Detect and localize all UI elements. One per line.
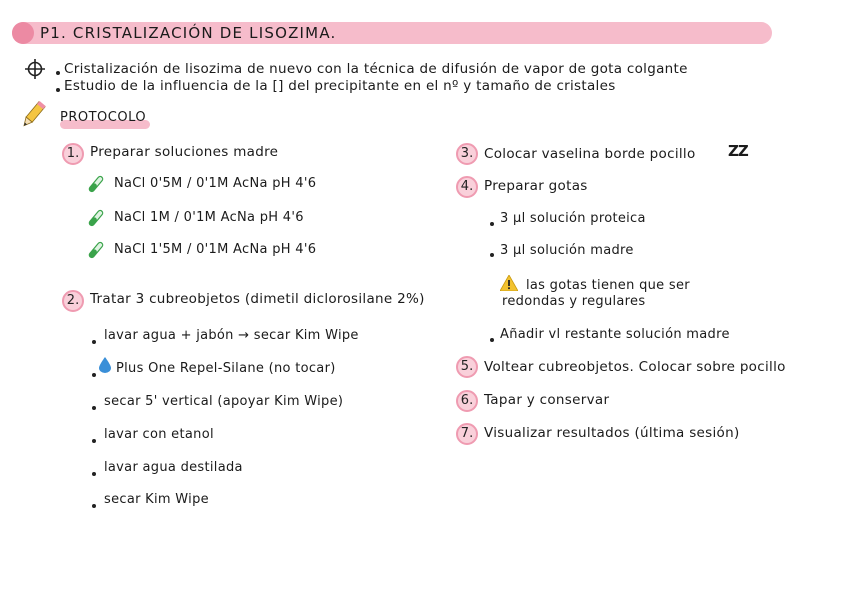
title-dot <box>12 22 34 44</box>
test-tube-icon <box>86 240 106 260</box>
solution-item-2: NaCl 1M / 0'1M AcNa pH 4'6 <box>114 210 304 225</box>
protocol-heading: PROTOCOLO <box>60 110 147 125</box>
item-bullet <box>490 253 494 257</box>
item-bullet <box>92 504 96 508</box>
drop-item-1: 3 µl solución proteica <box>500 211 646 226</box>
step-4-text: Preparar gotas <box>484 178 588 194</box>
step-5-text: Voltear cubreobjetos. Colocar sobre pocillo <box>484 359 786 375</box>
step-number: 7. <box>456 423 478 445</box>
drop-item-3: Añadir vl restante solución madre <box>500 327 730 342</box>
step-number: 1. <box>62 143 84 165</box>
treat-item-4: lavar con etanol <box>104 427 214 442</box>
step-6-text: Tapar y conservar <box>484 392 610 408</box>
objective-2: Estudio de la influencia de la [] del precipitante en el nº y tamaño de cristales <box>64 78 616 94</box>
warning-line-2: redondas y regulares <box>502 294 646 309</box>
step-1-text: Preparar soluciones madre <box>90 144 279 160</box>
step-number: 4. <box>456 176 478 198</box>
item-bullet <box>490 338 494 342</box>
step-3-text: Colocar vaselina borde pocillo <box>484 146 696 162</box>
step-7-text: Visualizar resultados (última sesión) <box>484 425 740 441</box>
water-drop-icon <box>99 357 111 373</box>
test-tube-icon <box>86 208 106 228</box>
treat-item-1: lavar agua + jabón → secar Kim Wipe <box>104 328 359 343</box>
treat-item-2: Plus One Repel-Silane (no tocar) <box>116 361 336 376</box>
solution-item-1: NaCl 0'5M / 0'1M AcNa pH 4'6 <box>114 176 317 191</box>
step-number: 5. <box>456 356 478 378</box>
objective-bullet <box>56 71 60 75</box>
page-title: P1. CRISTALIZACIÓN DE LISOZIMA. <box>40 24 337 42</box>
step-2-text: Tratar 3 cubreobjetos (dimetil diclorosilane 2%) <box>90 291 425 307</box>
objective-bullet <box>56 88 60 92</box>
warning-icon <box>500 275 518 291</box>
step-number: 3. <box>456 143 478 165</box>
treat-item-6: secar Kim Wipe <box>104 492 209 507</box>
item-bullet <box>92 373 96 377</box>
drop-item-2: 3 µl solución madre <box>500 243 634 258</box>
warning-line-1: las gotas tienen que ser <box>526 278 690 293</box>
item-bullet <box>92 340 96 344</box>
item-bullet <box>92 406 96 410</box>
treat-item-3: secar 5' vertical (apoyar Kim Wipe) <box>104 394 344 409</box>
item-bullet <box>92 439 96 443</box>
step-3-mark: ZZ <box>728 142 748 160</box>
test-tube-icon <box>86 174 106 194</box>
item-bullet <box>490 222 494 226</box>
item-bullet <box>92 472 96 476</box>
step-number: 6. <box>456 390 478 412</box>
step-number: 2. <box>62 290 84 312</box>
target-icon <box>24 58 46 80</box>
pencil-icon <box>18 100 48 130</box>
objective-1: Cristalización de lisozima de nuevo con la técnica de difusión de vapor de gota colgante <box>64 61 688 77</box>
treat-item-5: lavar agua destilada <box>104 460 243 475</box>
solution-item-3: NaCl 1'5M / 0'1M AcNa pH 4'6 <box>114 242 317 257</box>
